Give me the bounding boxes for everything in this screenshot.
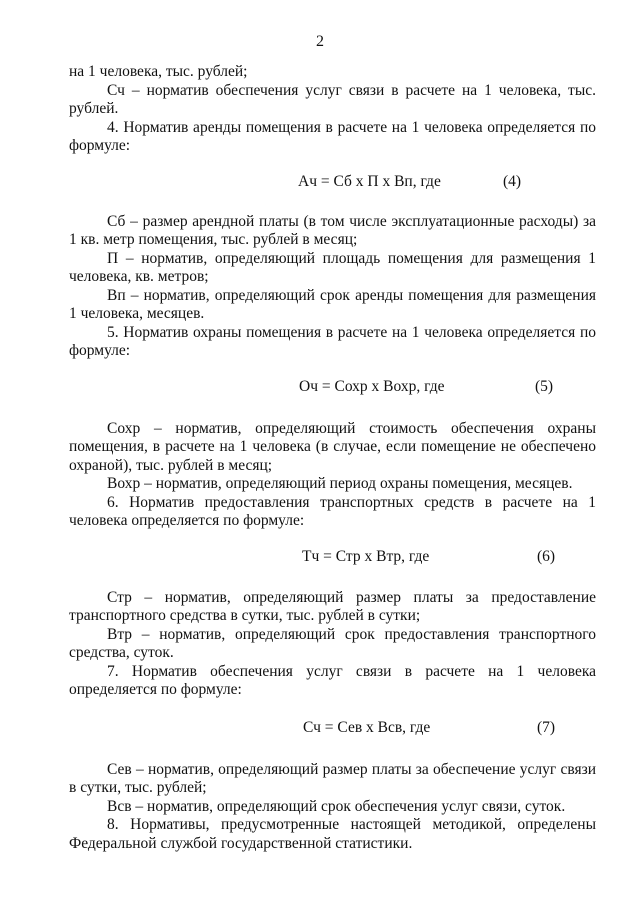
formula-7-expression: Сч = Сев х Всв, где [303,718,431,736]
paragraph-vokhr-definition: Вохр – норматив, определяющий период охраны помещения, месяцев. [107,475,573,492]
paragraph-item-4: 4. Норматив аренды помещения в расчете на 1 человека определяется по формуле: [69,118,596,154]
formula-4-number: (4) [503,172,522,190]
paragraph-str-definition: Стр – норматив, определяющий размер платы за предоставление транспортного средства в сутки, тыс. рублей в сутки; [69,588,596,624]
formula-6-number: (6) [537,547,556,565]
formula-7 [69,719,596,737]
paragraph-vp-definition: Вп – норматив, определяющий срок аренды помещения для размещения 1 человека, месяцев. [69,286,596,322]
formula-5 [69,378,596,396]
paragraph-sokhr-definition: Сохр – норматив, определяющий стоимость обеспечения охраны помещения, в расчете на 1 человека (в случае, если помещение не обеспечено охраной), тыс. рублей в месяц; [69,419,596,474]
paragraph-item-5: 5. Норматив охраны помещения в расчете на 1 человека определяется по формуле: [69,323,596,359]
formula-6 [69,548,596,566]
formula-4-expression: Ач = Сб х П х Вп, где [298,172,441,190]
formula-5-expression: Оч = Сохр х Вохр, где [299,377,445,395]
formula-4 [69,173,596,191]
paragraph-sb-definition: Сб – размер арендной платы (в том числе эксплуатационные расходы) за 1 кв. метр помещения, тыс. рублей в месяц; [69,212,596,248]
formula-5-number: (5) [535,377,554,395]
formula-6-expression: Тч = Стр х Втр, где [302,547,430,565]
page-number: 2 [316,33,324,50]
paragraph-vsv-definition: Всв – норматив, определяющий срок обеспечения услуг связи, суток. [107,797,566,815]
paragraph-sev-definition: Сев – норматив, определяющий размер платы за обеспечение услуг связи в сутки, тыс. рублей; [69,760,596,796]
formula-7-number: (7) [537,718,556,736]
paragraph-p-definition: П – норматив, определяющий площадь помещения для размещения 1 человека, кв. метров; [69,249,596,285]
paragraph-sch-definition: Сч – норматив обеспечения услуг связи в расчете на 1 человека, тыс. рублей. [69,81,596,117]
document-body [69,63,596,853]
paragraph-item-6: 6. Норматив предоставления транспортных средств в расчете на 1 человека определяется по формуле: [69,493,596,529]
paragraph-continuation: на 1 человека, тыс. рублей; [69,63,248,80]
paragraph-vtr-definition: Втр – норматив, определяющий срок предоставления транспортного средства, суток. [69,625,596,661]
paragraph-item-8: 8. Нормативы, предусмотренные настоящей методикой, определены Федеральной службой государственной статистики. [69,816,596,852]
paragraph-item-7: 7. Норматив обеспечения услуг связи в расчете на 1 человека определяется по формуле: [69,662,596,698]
